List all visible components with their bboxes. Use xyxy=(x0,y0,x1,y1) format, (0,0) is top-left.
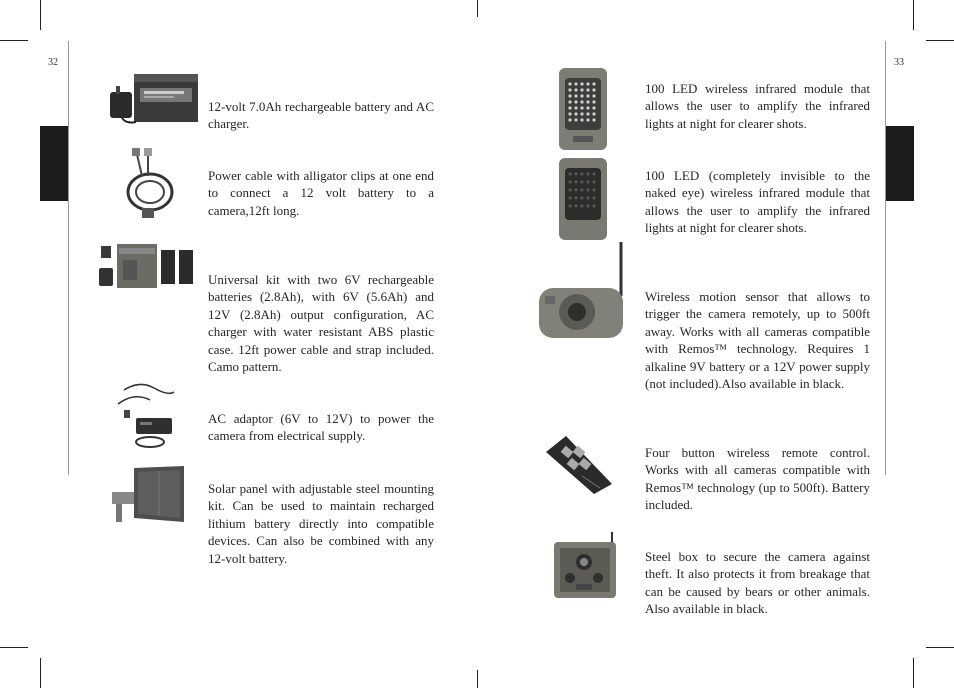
page-number-right: 33 xyxy=(894,57,904,68)
battery-image xyxy=(108,70,200,126)
battery-kit-description: Universal kit with two 6V rechargeable batteries (2.8Ah), with 6V (5.6Ah) and 12V (2.8Ah) output configuration, AC charger with water resistant ABS plastic case. 12ft power cable and strap included. Camo pattern. xyxy=(208,272,434,375)
crop-mark xyxy=(40,658,41,688)
infrared-module-description: 100 LED wireless infrared module that allows the user to amplify the infrared lights at night for clearer shots. xyxy=(645,81,870,131)
crop-mark xyxy=(913,658,914,688)
remote-control-description: Four button wireless remote control. Works with all cameras compatible with Remos™ technology (up to 500ft). Battery included. xyxy=(645,445,870,513)
remote-control-image xyxy=(542,432,614,496)
crop-mark xyxy=(926,647,954,648)
invisible-infrared-module-description: 100 LED (completely invisible to the naked eye) wireless infrared module that allows the user to amplify the infrared lights at night for clearer shots. xyxy=(645,168,870,236)
power-cable-image xyxy=(118,146,184,220)
steel-box-description: Steel box to secure the camera against theft. It also protects it from breakage that can be caused by bears or other animals. Also available in black. xyxy=(645,549,870,617)
battery-description: 12-volt 7.0Ah rechargeable battery and AC charger. xyxy=(208,99,434,132)
crop-mark xyxy=(477,670,478,688)
crop-mark xyxy=(40,0,41,30)
battery-kit-image xyxy=(97,240,197,292)
power-cable-description: Power cable with alligator clips at one end to connect a 12 volt battery to a camera,12ft long. xyxy=(208,168,434,218)
motion-sensor-description: Wireless motion sensor that allows to trigger the camera remotely, up to 500ft away. Works with all cameras compatible with Remos™ technology. Requires 1 alkaline 9V battery or a 12V power supply (not included).Also available in black. xyxy=(645,289,870,392)
ac-adaptor-description: AC adaptor (6V to 12V) to power the camera from electrical supply. xyxy=(208,411,434,444)
section-tab-right xyxy=(886,126,914,201)
crop-mark xyxy=(477,0,478,17)
steel-box-image xyxy=(550,530,622,602)
motion-sensor-image xyxy=(535,240,631,340)
trim-line xyxy=(885,41,886,475)
crop-mark xyxy=(0,40,28,41)
crop-mark xyxy=(926,40,954,41)
ac-adaptor-image xyxy=(114,378,180,450)
infrared-module-image xyxy=(557,66,609,152)
trim-line xyxy=(68,41,69,475)
page-number-left: 32 xyxy=(48,57,58,68)
crop-mark xyxy=(913,0,914,30)
solar-panel-image xyxy=(108,464,186,526)
crop-mark xyxy=(0,647,28,648)
solar-panel-description: Solar panel with adjustable steel mounting kit. Can be used to maintain recharged lithium battery directly into compatible devices. Can also be combined with any 12-volt battery. xyxy=(208,481,434,566)
invisible-infrared-module-image xyxy=(557,156,609,242)
section-tab-left xyxy=(40,126,68,201)
